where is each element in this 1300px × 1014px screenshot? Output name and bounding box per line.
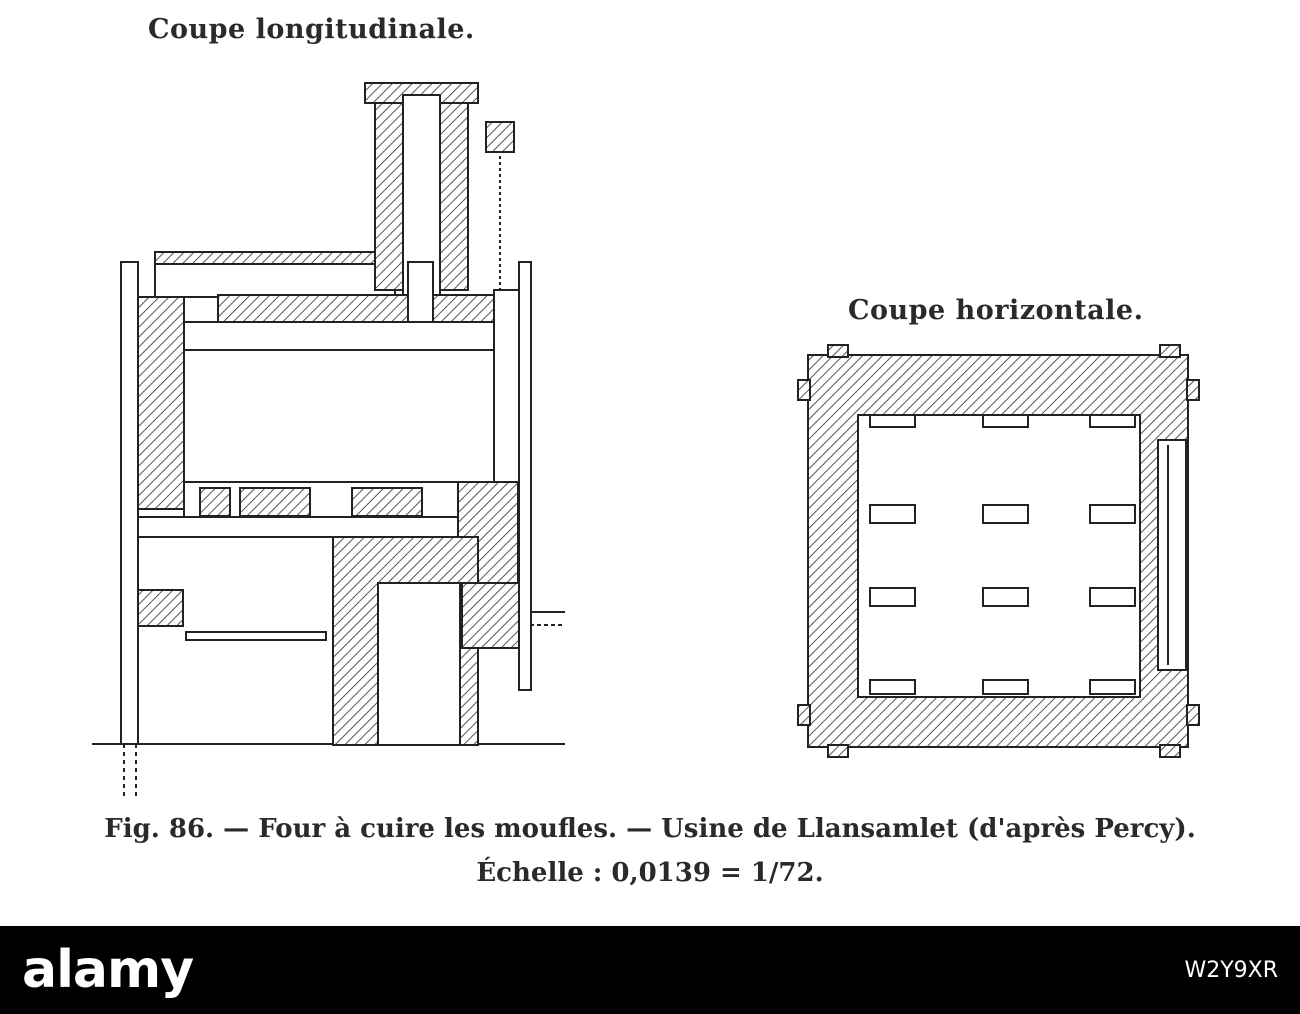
figure-caption: Fig. 86. — Four à cuire les moufles. — Usine de Llansamlet (d'après Percy). bbox=[104, 814, 1196, 844]
kiln-chamber bbox=[184, 322, 494, 482]
door-opening bbox=[1158, 440, 1186, 670]
longitudinal-section bbox=[92, 83, 565, 800]
right-wall bbox=[494, 290, 519, 490]
roof-cover bbox=[155, 262, 395, 297]
inner-chamber bbox=[858, 415, 1140, 697]
valve-fitting bbox=[486, 122, 514, 152]
left-bracket bbox=[138, 590, 183, 626]
chimney-left-wall bbox=[375, 95, 403, 290]
ash-pit bbox=[378, 583, 460, 745]
chimney-right-wall bbox=[440, 95, 468, 290]
left-post bbox=[121, 262, 138, 744]
brand-logo: alamy bbox=[22, 940, 194, 1000]
roof-slab bbox=[218, 295, 518, 322]
fire-grate bbox=[186, 632, 326, 640]
horizontal-section-title: Coupe horizontale. bbox=[848, 295, 1144, 326]
watermark-bar bbox=[0, 926, 1300, 1014]
figure-scale: Échelle : 0,0139 = 1/72. bbox=[476, 858, 824, 888]
right-post bbox=[519, 262, 531, 690]
horizontal-section bbox=[798, 345, 1199, 757]
longitudinal-section-title: Coupe longitudinale. bbox=[148, 14, 475, 45]
stock-id: W2Y9XR bbox=[1184, 958, 1278, 983]
left-wall bbox=[138, 297, 184, 509]
